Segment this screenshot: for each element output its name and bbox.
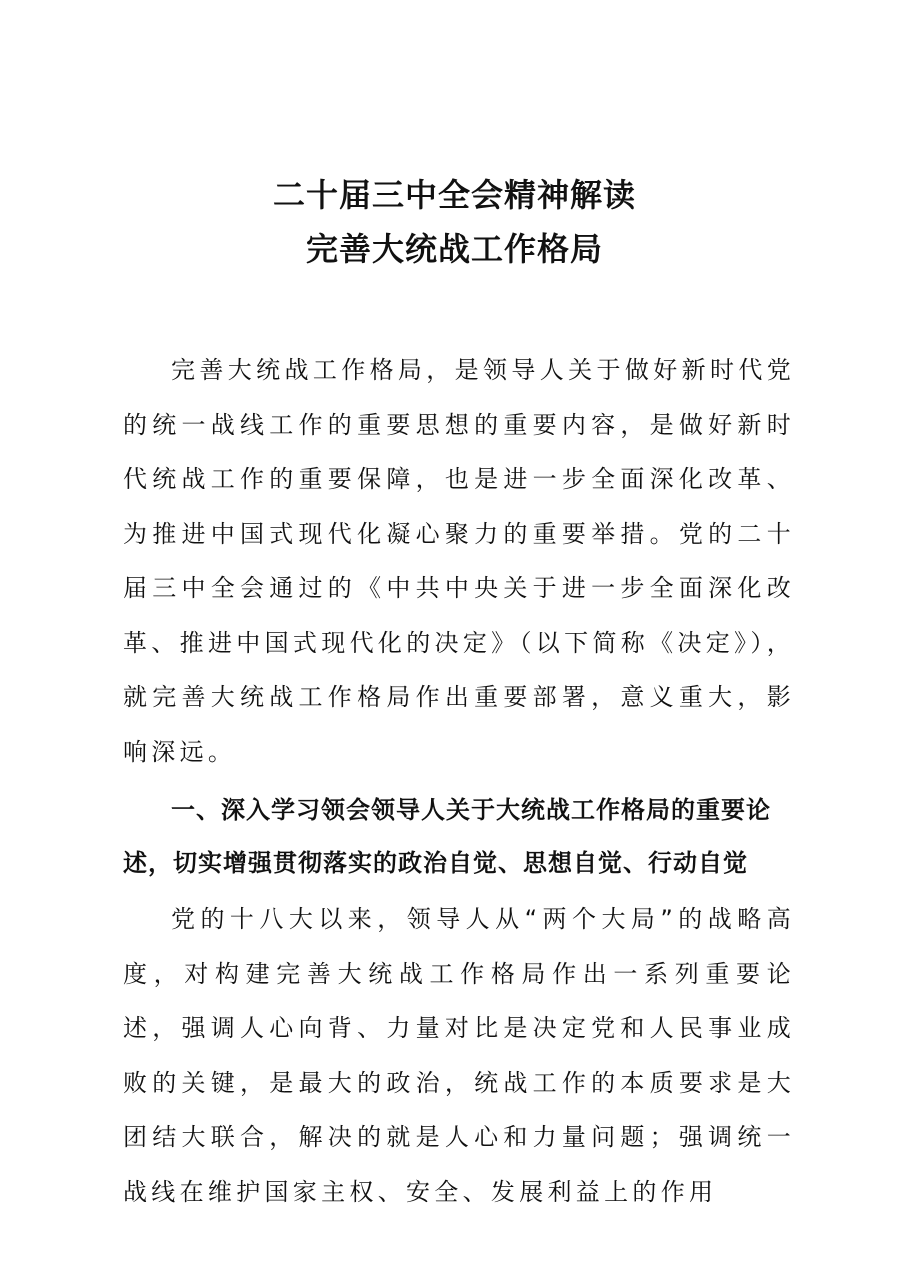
body-paragraph-2: 党的十八大以来，领导人从“两个大局”的战略高度，对构建完善大统战工作格局作出一系列重要论述，强调人心向背、力量对比是决定党和人民事业成败的关键，是最大的政治，统战工作的本质要求是大团结大联合，解决的就是人心和力量问题；强调统一战线在维护国家主权、安全、发展利益上的作用 xyxy=(123,905,795,1206)
title-line-2: 完善大统战工作格局 xyxy=(305,230,603,268)
document-title xyxy=(0,168,909,276)
body-paragraph-1: 完善大统战工作格局，是领导人关于做好新时代党的统一战线工作的重要思想的重要内容，是做好新时代统战工作的重要保障，也是进一步全面深化改革、为推进中国式现代化凝心聚力的重要举措。党的二十届三中全会通过的《中共中央关于进一步全面深化改革、推进中国式现代化的决定》（以下简称《决定》），就完善大统战工作格局作出重要部署，意义重大，影响深远。 xyxy=(123,356,795,766)
title-line-1: 二十届三中全会精神解读 xyxy=(272,176,636,214)
section-heading-1: 一、深入学习领会领导人关于大统战工作格局的重要论述，切实增强贯彻落实的政治自觉、思想自觉、行动自觉 xyxy=(123,796,771,877)
document-body xyxy=(123,343,795,1219)
